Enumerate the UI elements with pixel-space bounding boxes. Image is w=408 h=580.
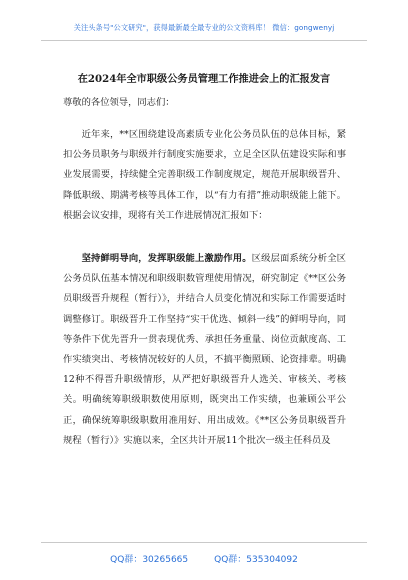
footer-qq-group-2: QQ群：535304092 bbox=[214, 555, 298, 565]
section-heading: 坚持鲜明导向，发挥职级能上激励作用。 bbox=[81, 253, 252, 264]
footer-qq-group-1: QQ群：30265665 bbox=[110, 555, 189, 565]
document-title: 在2024年全市职级公务员管理工作推进会上的汇报发言 bbox=[77, 73, 331, 85]
promo-banner: 关注头条号"公文研究"，获得最新最全最专业的公文资料库！ 微信：gongwenyj bbox=[73, 23, 335, 32]
footer-divider bbox=[41, 542, 367, 543]
section-body: 区级层面系统分析全区公务员队伍基本情况和职级职数管理使用情况，研究制定《**区公务员职级晋升规程（暂行）》，并结合人员变化情况和实际工作需要适时调整修订。职级晋升工作坚持“实干优选、倾斜一线”的鲜明导向，同等条件下优先晋升一贯表现优秀、承担任务重量、岗位贡献度高、工作实绩突出、考核情况较好的人员，不搞平衡照顾、论资排辈。明确12种不得晋升职级情形，从严把好职级晋升人选关、审核关、考核关。明确统筹职级职数使用原则，既突出工作实绩，也兼顾公平公正，确保统筹职级职数用准用好、用出成效。《**区公务员职级晋升规程（暂行）》实施以来，全区共计开展11个批次一级主任科员及 bbox=[63, 253, 346, 446]
footer bbox=[0, 552, 408, 565]
salutation: 尊敬的各位领导，同志们： bbox=[63, 97, 175, 108]
paragraph-section-one bbox=[63, 249, 346, 451]
header-divider bbox=[41, 40, 367, 41]
paragraph-intro: 近年来，**区围绕建设高素质专业化公务员队伍的总体目标，紧扣公务员职务与职级并行制度实施要求，立足全区队伍建设实际和事业发展需要，持续健全完善职级工作制度规定，规范开展职级晋升、降低职级、期满考核等具体工作，以“有力有措”推动职级能上能下。根据会议安排，现将有关工作进展情况汇报如下： bbox=[63, 129, 346, 221]
